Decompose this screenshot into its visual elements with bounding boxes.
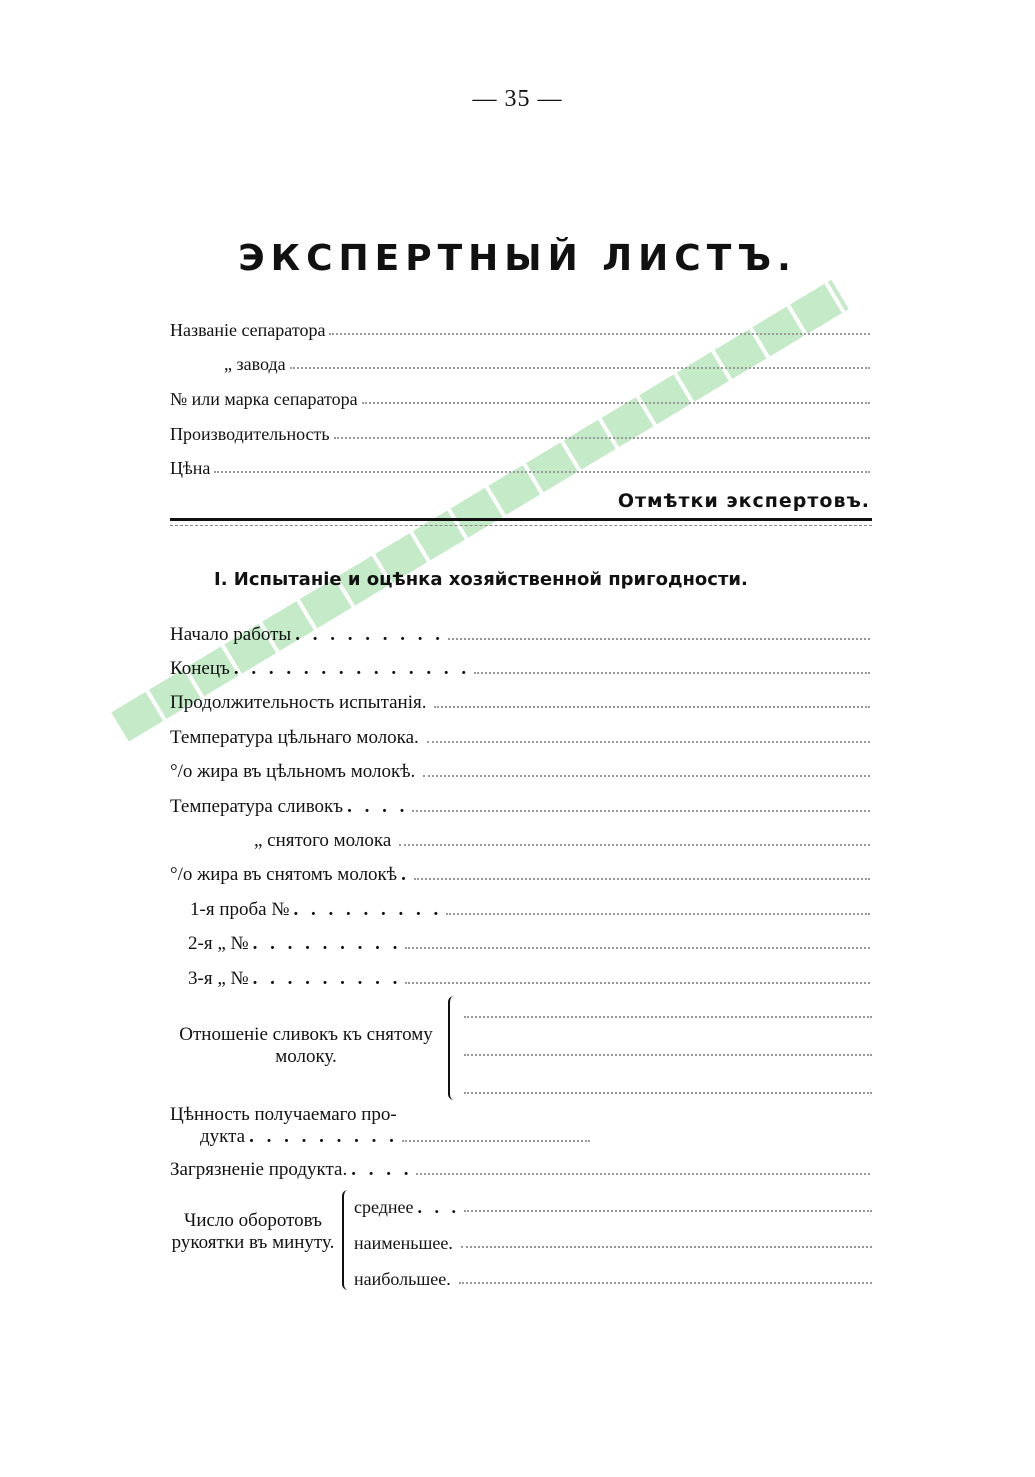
divider-rule-thin: [170, 525, 872, 526]
fill-line: [446, 912, 870, 915]
header-field-factory: „ завода: [170, 349, 870, 375]
fill-line: [416, 1172, 870, 1175]
row-whole-milk-temp: Температура цѣльнаго молока.: [170, 723, 870, 749]
row-end-time: Конецъ . . . . . . . . . . . . . .: [170, 654, 870, 680]
experts-heading: Отмѣтки экспертовъ.: [617, 490, 870, 512]
row-sample-1: 1-я проба № . . . . . . . . .: [170, 895, 870, 921]
row-sample-2: 2-я „ № . . . . . . . . .: [170, 929, 870, 955]
fill-line: [412, 809, 870, 812]
row-value-line-1: Цѣнность получаемаго про-: [170, 1104, 397, 1125]
rpm-block: [170, 1190, 872, 1290]
document-title: ЭКСПЕРТНЫЙ ЛИСТЪ.: [238, 238, 797, 279]
fill-line: [214, 470, 870, 473]
ratio-line-1: [460, 996, 872, 1024]
header-field-model: № или марка сепаратора: [170, 384, 870, 410]
row-sample-3: 3-я „ № . . . . . . . . .: [170, 964, 870, 990]
fill-line: [405, 981, 870, 984]
section-title: I. Испытаніе и оцѣнка хозяйственной пригодности.: [214, 569, 748, 590]
divider-rule: [170, 518, 872, 521]
fill-line: [399, 843, 870, 846]
rpm-label: Число оборотовъ рукоятки въ минуту.: [171, 1210, 335, 1253]
row-skim-milk-fat: °/o жира въ снятомъ молокѣ .: [170, 860, 870, 886]
brace: [342, 1190, 354, 1290]
fill-line: [362, 401, 870, 404]
fill-line: [427, 740, 870, 743]
ratio-line-2: [460, 1034, 872, 1062]
ratio-label: Отношеніе сливокъ къ снятому молоку.: [179, 1024, 433, 1067]
fill-line: [434, 705, 870, 708]
header-field-price: Цѣна: [170, 453, 870, 479]
header-field-separator-name: Названіе сепаратора: [170, 315, 870, 341]
fill-line: [329, 332, 870, 335]
fill-line: [448, 637, 870, 640]
row-duration: Продолжительность испытанія.: [170, 688, 870, 714]
rpm-maximum: наибольшее.: [354, 1262, 872, 1290]
row-value-line-2: дукта . . . . . . . . .: [170, 1122, 590, 1148]
fill-line: [402, 1139, 590, 1142]
ratio-block: [170, 996, 872, 1100]
brace: [448, 996, 460, 1100]
ratio-line-3: [460, 1072, 872, 1100]
row-whole-milk-fat: °/o жира въ цѣльномъ молокѣ.: [170, 757, 870, 783]
fill-line: [414, 877, 870, 880]
row-start-time: Начало работы . . . . . . . . .: [170, 620, 870, 646]
rpm-average: среднее . . .: [354, 1190, 872, 1218]
fill-line: [334, 436, 870, 439]
header-field-capacity: Производительность: [170, 419, 870, 445]
fill-line: [290, 366, 870, 369]
rpm-minimum: наименьшее.: [354, 1226, 872, 1254]
row-contamination: Загрязненіе продукта. . . . .: [170, 1155, 870, 1181]
row-cream-temp: Температура сливокъ . . . .: [170, 792, 870, 818]
fill-line: [423, 774, 870, 777]
page-number: — 35 —: [472, 86, 563, 112]
row-skim-milk-temp: „ снятого молока: [170, 826, 870, 852]
fill-line: [405, 946, 870, 949]
fill-line: [474, 671, 870, 674]
